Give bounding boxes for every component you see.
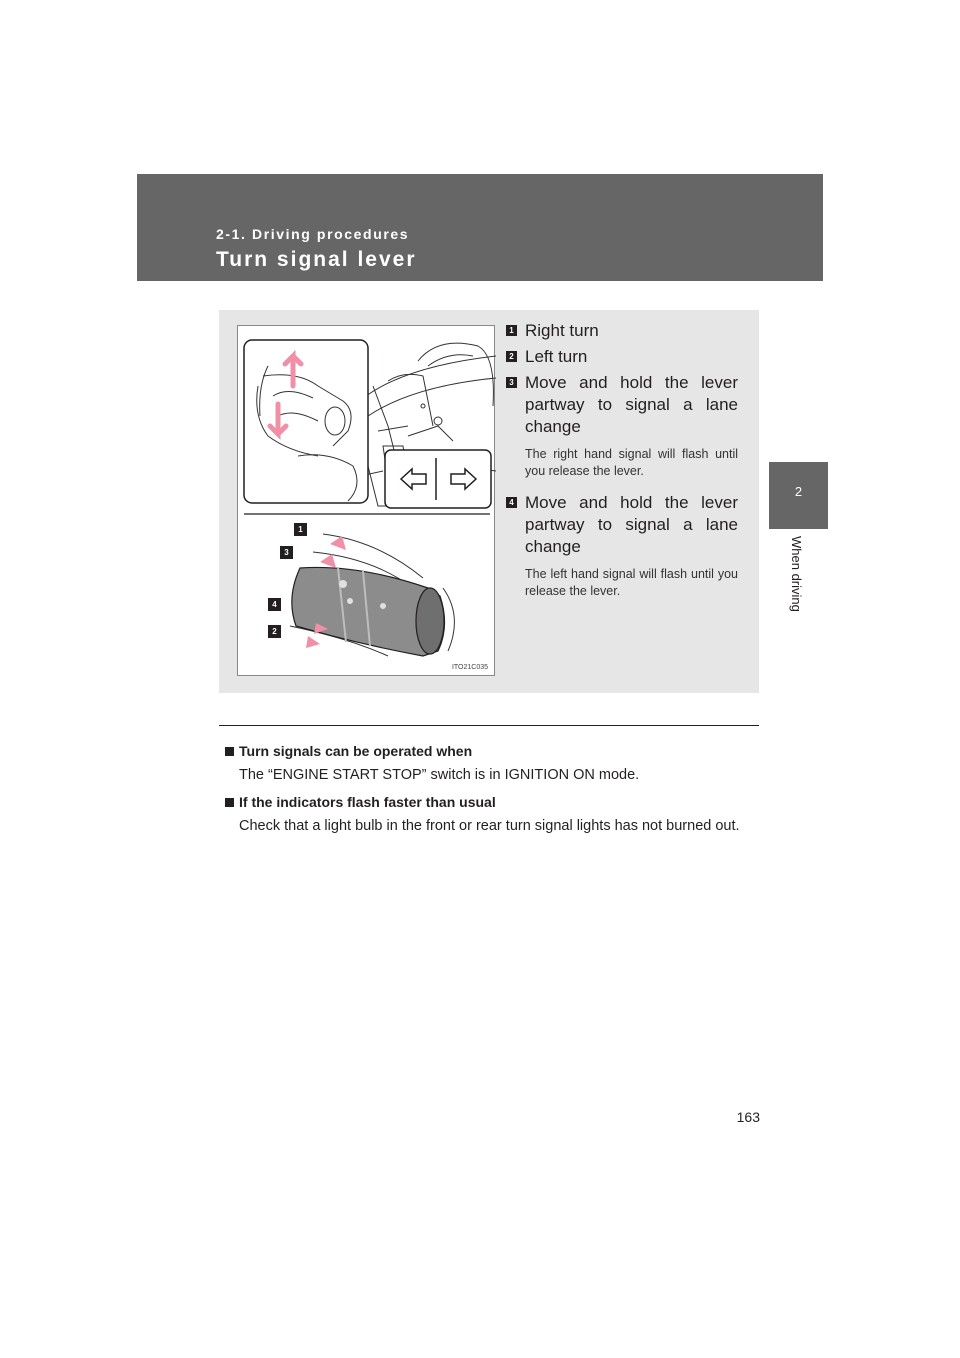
note-heading bbox=[225, 792, 760, 812]
callout-marker: 3 bbox=[280, 546, 293, 559]
callout-marker: 1 bbox=[294, 523, 307, 536]
list-item bbox=[506, 372, 738, 480]
step-marker: 4 bbox=[506, 497, 517, 508]
step-marker: 2 bbox=[506, 351, 517, 362]
note-heading bbox=[225, 741, 760, 761]
callout-marker: 4 bbox=[268, 598, 281, 611]
chapter-tab bbox=[769, 462, 828, 529]
note-heading-text: If the indicators flash faster than usual bbox=[239, 794, 496, 810]
list-item bbox=[506, 320, 738, 342]
step-note: The left hand signal will flash until you release the lever. bbox=[525, 567, 738, 598]
note-body: The “ENGINE START STOP” switch is in IGNITION ON mode. bbox=[239, 767, 640, 783]
square-bullet-icon bbox=[225, 747, 234, 756]
chapter-title: When driving bbox=[789, 536, 804, 612]
callout-marker: 2 bbox=[268, 625, 281, 638]
notes-section bbox=[225, 741, 760, 843]
square-bullet-icon bbox=[225, 798, 234, 807]
step-text: Move and hold the lever partway to signal a lane change bbox=[525, 493, 738, 556]
note-heading-text: Turn signals can be operated when bbox=[239, 743, 473, 759]
step-marker: 1 bbox=[506, 325, 517, 336]
step-note: The right hand signal will flash until you release the lever. bbox=[525, 447, 738, 478]
page-header bbox=[137, 174, 823, 281]
instruction-panel bbox=[219, 310, 759, 693]
list-item bbox=[506, 346, 738, 368]
turn-signal-illustration bbox=[237, 325, 495, 676]
page-title: Turn signal lever bbox=[216, 248, 417, 271]
chapter-number: 2 bbox=[794, 484, 803, 499]
list-item bbox=[506, 492, 738, 600]
note-body: Check that a light bulb in the front or rear turn signal lights has not burned out. bbox=[239, 818, 740, 834]
step-list bbox=[506, 320, 738, 600]
step-text: Right turn bbox=[525, 321, 599, 340]
step-marker: 3 bbox=[506, 377, 517, 388]
step-text: Move and hold the lever partway to signal a lane change bbox=[525, 373, 738, 436]
section-label: 2-1. Driving procedures bbox=[216, 226, 410, 242]
figure-code: ITO21C035 bbox=[451, 664, 488, 671]
step-text: Left turn bbox=[525, 347, 588, 366]
page-number: 163 bbox=[736, 1109, 760, 1125]
section-divider bbox=[219, 725, 759, 726]
